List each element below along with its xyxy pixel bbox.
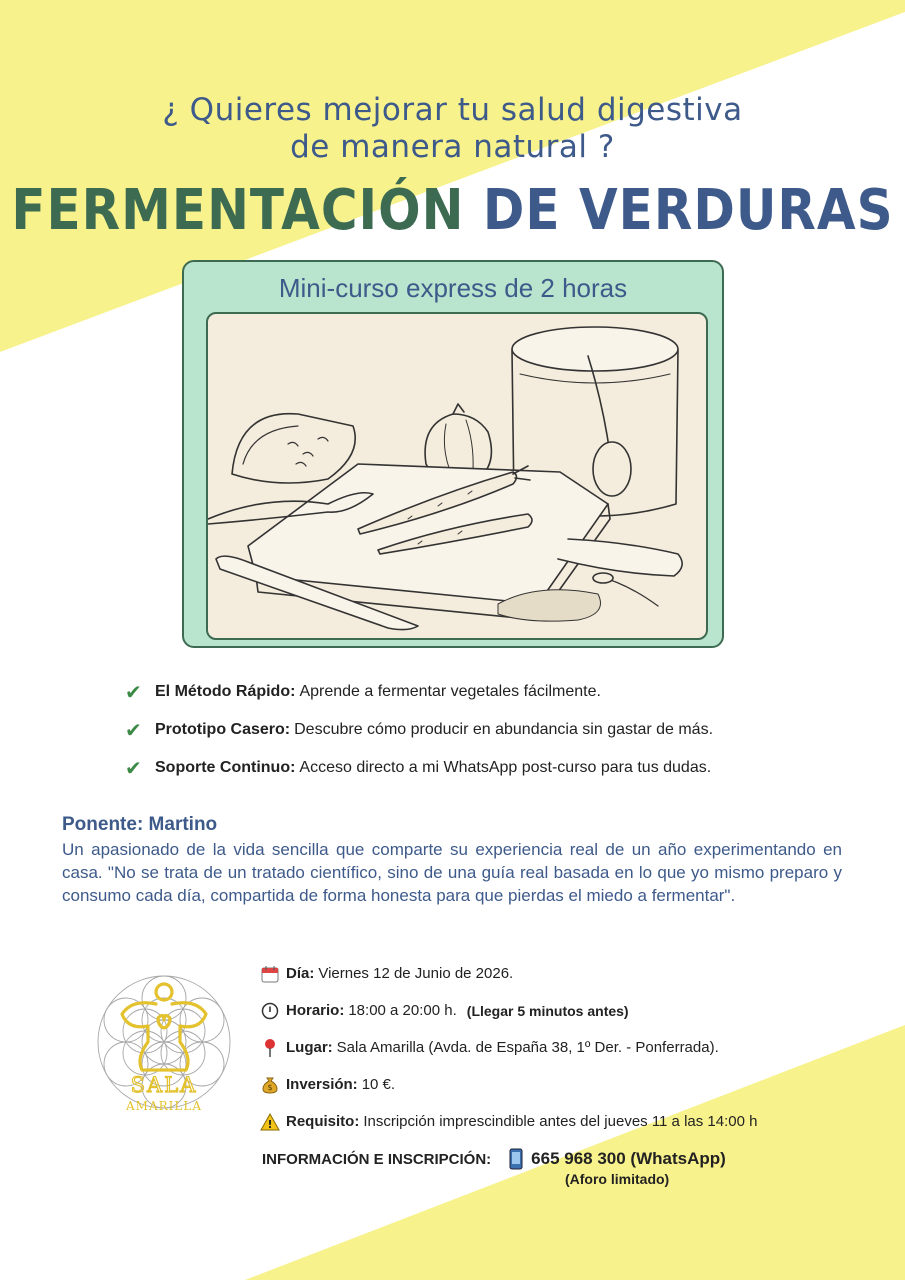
list-item <box>125 673 885 711</box>
capacity-note: (Aforo limitado) <box>565 1171 670 1187</box>
list-item <box>125 711 885 749</box>
checkmark-icon: ✔ <box>125 757 142 780</box>
phone-text[interactable]: 665 968 300 (WhatsApp) <box>531 1149 726 1168</box>
phone-number[interactable] <box>509 1148 726 1170</box>
title-part-2: DE VERDURAS <box>482 177 894 243</box>
vegetables-illustration <box>206 312 708 640</box>
question-line-1: ¿ Quieres mejorar tu salud digestiva <box>162 92 743 128</box>
clock-icon <box>258 1002 282 1020</box>
question-line-2: de manera natural ? <box>290 129 615 165</box>
event-info-list <box>258 955 858 1140</box>
svg-text:!: ! <box>267 1117 273 1131</box>
speaker-bio: Un apasionado de la vida sencilla que comparte su experiencia real de un año experimentando en casa. "No se trata de un tratado científico, sino de una guía real basada en lo que yo mismo preparo y consumo cada día, compartida de forma honesta para que pierdas el miedo a fermentar". <box>62 840 842 905</box>
warning-icon <box>258 1113 282 1131</box>
money-bag-icon <box>258 1076 282 1094</box>
title-part-1: FERMENTACIÓN <box>11 177 465 243</box>
list-item <box>125 749 885 787</box>
card-title: Mini-curso express de 2 horas <box>278 273 628 303</box>
pin-icon <box>258 1038 282 1058</box>
inversion-value: 10 €. <box>361 1076 396 1093</box>
spoon-icon <box>588 356 631 496</box>
requisito-label: Requisito: <box>286 1113 360 1130</box>
contact-line <box>262 1148 726 1170</box>
calendar-icon <box>258 965 282 983</box>
info-requisito <box>258 1103 858 1140</box>
checkmark-icon: ✔ <box>125 719 142 742</box>
info-inversion <box>258 1066 858 1103</box>
course-card <box>182 260 724 648</box>
lugar-value: Sala Amarilla (Avda. de España 38, 1º Der. - Ponferrada). <box>336 1039 719 1056</box>
sala-amarilla-logo <box>92 974 236 1122</box>
logo-word-2: AMARILLA <box>126 1099 202 1113</box>
feature-text: Acceso directo a mi WhatsApp post-curso para tus dudas. <box>299 759 712 776</box>
feature-title: Prototipo Casero: <box>155 721 291 738</box>
horario-label: Horario: <box>286 1002 345 1019</box>
features-list <box>125 673 885 787</box>
feature-text: Descubre cómo producir en abundancia sin gastar de más. <box>294 721 714 738</box>
horario-note: (Llegar 5 minutos antes) <box>466 1002 629 1019</box>
info-horario <box>258 992 858 1029</box>
feature-title: Soporte Continuo: <box>155 759 296 776</box>
horario-value: 18:00 a 20:00 h. <box>348 1002 457 1019</box>
feature-text: Aprende a fermentar vegetales fácilmente. <box>299 683 601 700</box>
speaker-heading: Ponente: Martino <box>62 814 218 835</box>
pumpkin-slice-icon <box>232 414 355 483</box>
lugar-label: Lugar: <box>286 1039 333 1056</box>
svg-text:$: $ <box>267 1082 273 1092</box>
main-title <box>0 174 905 246</box>
mobile-phone-icon <box>509 1148 523 1170</box>
info-dia <box>258 955 858 992</box>
dia-value: Viernes 12 de Junio de 2026. <box>318 965 514 982</box>
checkmark-icon: ✔ <box>125 681 142 704</box>
logo-word-1: SALA <box>130 1073 198 1097</box>
contact-label: INFORMACIÓN E INSCRIPCIÓN: <box>262 1150 492 1168</box>
feature-title: El Método Rápido: <box>155 683 296 700</box>
inversion-label: Inversión: <box>286 1076 358 1093</box>
requisito-value: Inscripción imprescindible antes del jueves 11 a las 14:00 h <box>363 1113 758 1130</box>
info-lugar <box>258 1029 858 1066</box>
dia-label: Día: <box>286 965 315 982</box>
